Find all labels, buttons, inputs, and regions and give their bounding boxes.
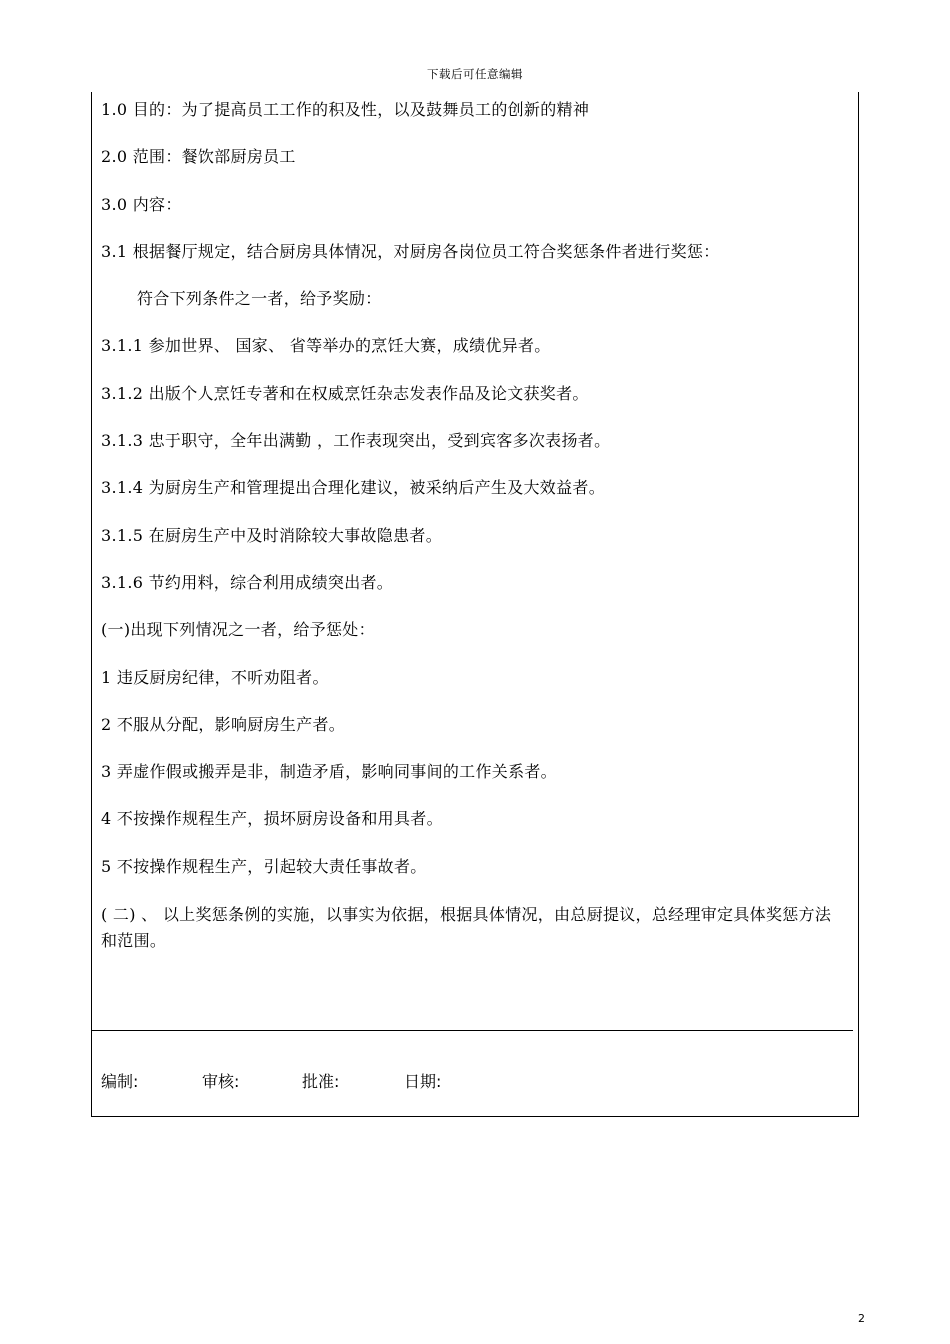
reward-item: 3.1.2 出版个人烹饪专著和在权威烹饪杂志发表作品及论文获奖者。 [101, 383, 589, 403]
document-body [101, 98, 846, 954]
reward-item: 3.1.3 忠于职守，全年出满勤 ，工作表现突出，受到宾客多次表扬者。 [101, 431, 611, 451]
rule-intro-line: 3.1 根据餐厅规定，结合厨房具体情况，对厨房各岗位员工符合奖惩条件者进行奖惩： [101, 241, 720, 261]
reward-intro-line: 符合下列条件之一者，给予奖励： [137, 289, 382, 309]
reviewed-by-label: 审核: [202, 1072, 240, 1091]
penalty-item: 2 不服从分配，影响厨房生产者。 [101, 714, 346, 734]
penalty-item: 5 不按操作规程生产，引起较大责任事故者。 [101, 856, 427, 876]
penalty-intro-line: (一)出现下列情况之一者，给予惩处： [101, 620, 375, 640]
prepared-by-label: 编制: [101, 1072, 139, 1091]
penalty-item: 4 不按操作规程生产，损坏厨房设备和用具者。 [101, 809, 443, 829]
purpose-line: 1.0 目的：为了提高员工工作的积及性，以及鼓舞员工的创新的精神 [101, 100, 590, 119]
reward-item: 3.1.5 在厨房生产中及时消除较大事故隐患者。 [101, 525, 442, 545]
signoff-divider [91, 1030, 853, 1031]
page-number: 2 [858, 1312, 865, 1325]
date-label: 日期: [404, 1072, 442, 1091]
approved-by-label: 批准: [302, 1072, 340, 1091]
header-note: 下载后可任意编辑 [427, 67, 523, 81]
reward-item: 3.1.6 节约用料，综合利用成绩突出者。 [101, 572, 394, 592]
reward-item: 3.1.4 为厨房生产和管理提出合理化建议，被采纳后产生及大效益者。 [101, 478, 605, 498]
penalty-item: 3 弄虚作假或搬弄是非，制造矛盾，影响同事间的工作关系者。 [101, 762, 557, 782]
penalty-item: 1 违反厨房纪律，不听劝阻者。 [101, 667, 329, 687]
reward-item: 3.1.1 参加世界、 国家、 省等举办的烹饪大赛，成绩优异者。 [101, 336, 551, 356]
closing-paragraph: ( 二) 、 以上奖惩条例的实施，以事实为依据，根据具体情况，由总厨提议，总经理审定具体奖惩方法和范围。 [101, 905, 832, 951]
content-heading: 3.0 内容： [101, 194, 182, 214]
scope-line: 2.0 范围：餐饮部厨房员工 [101, 147, 296, 167]
